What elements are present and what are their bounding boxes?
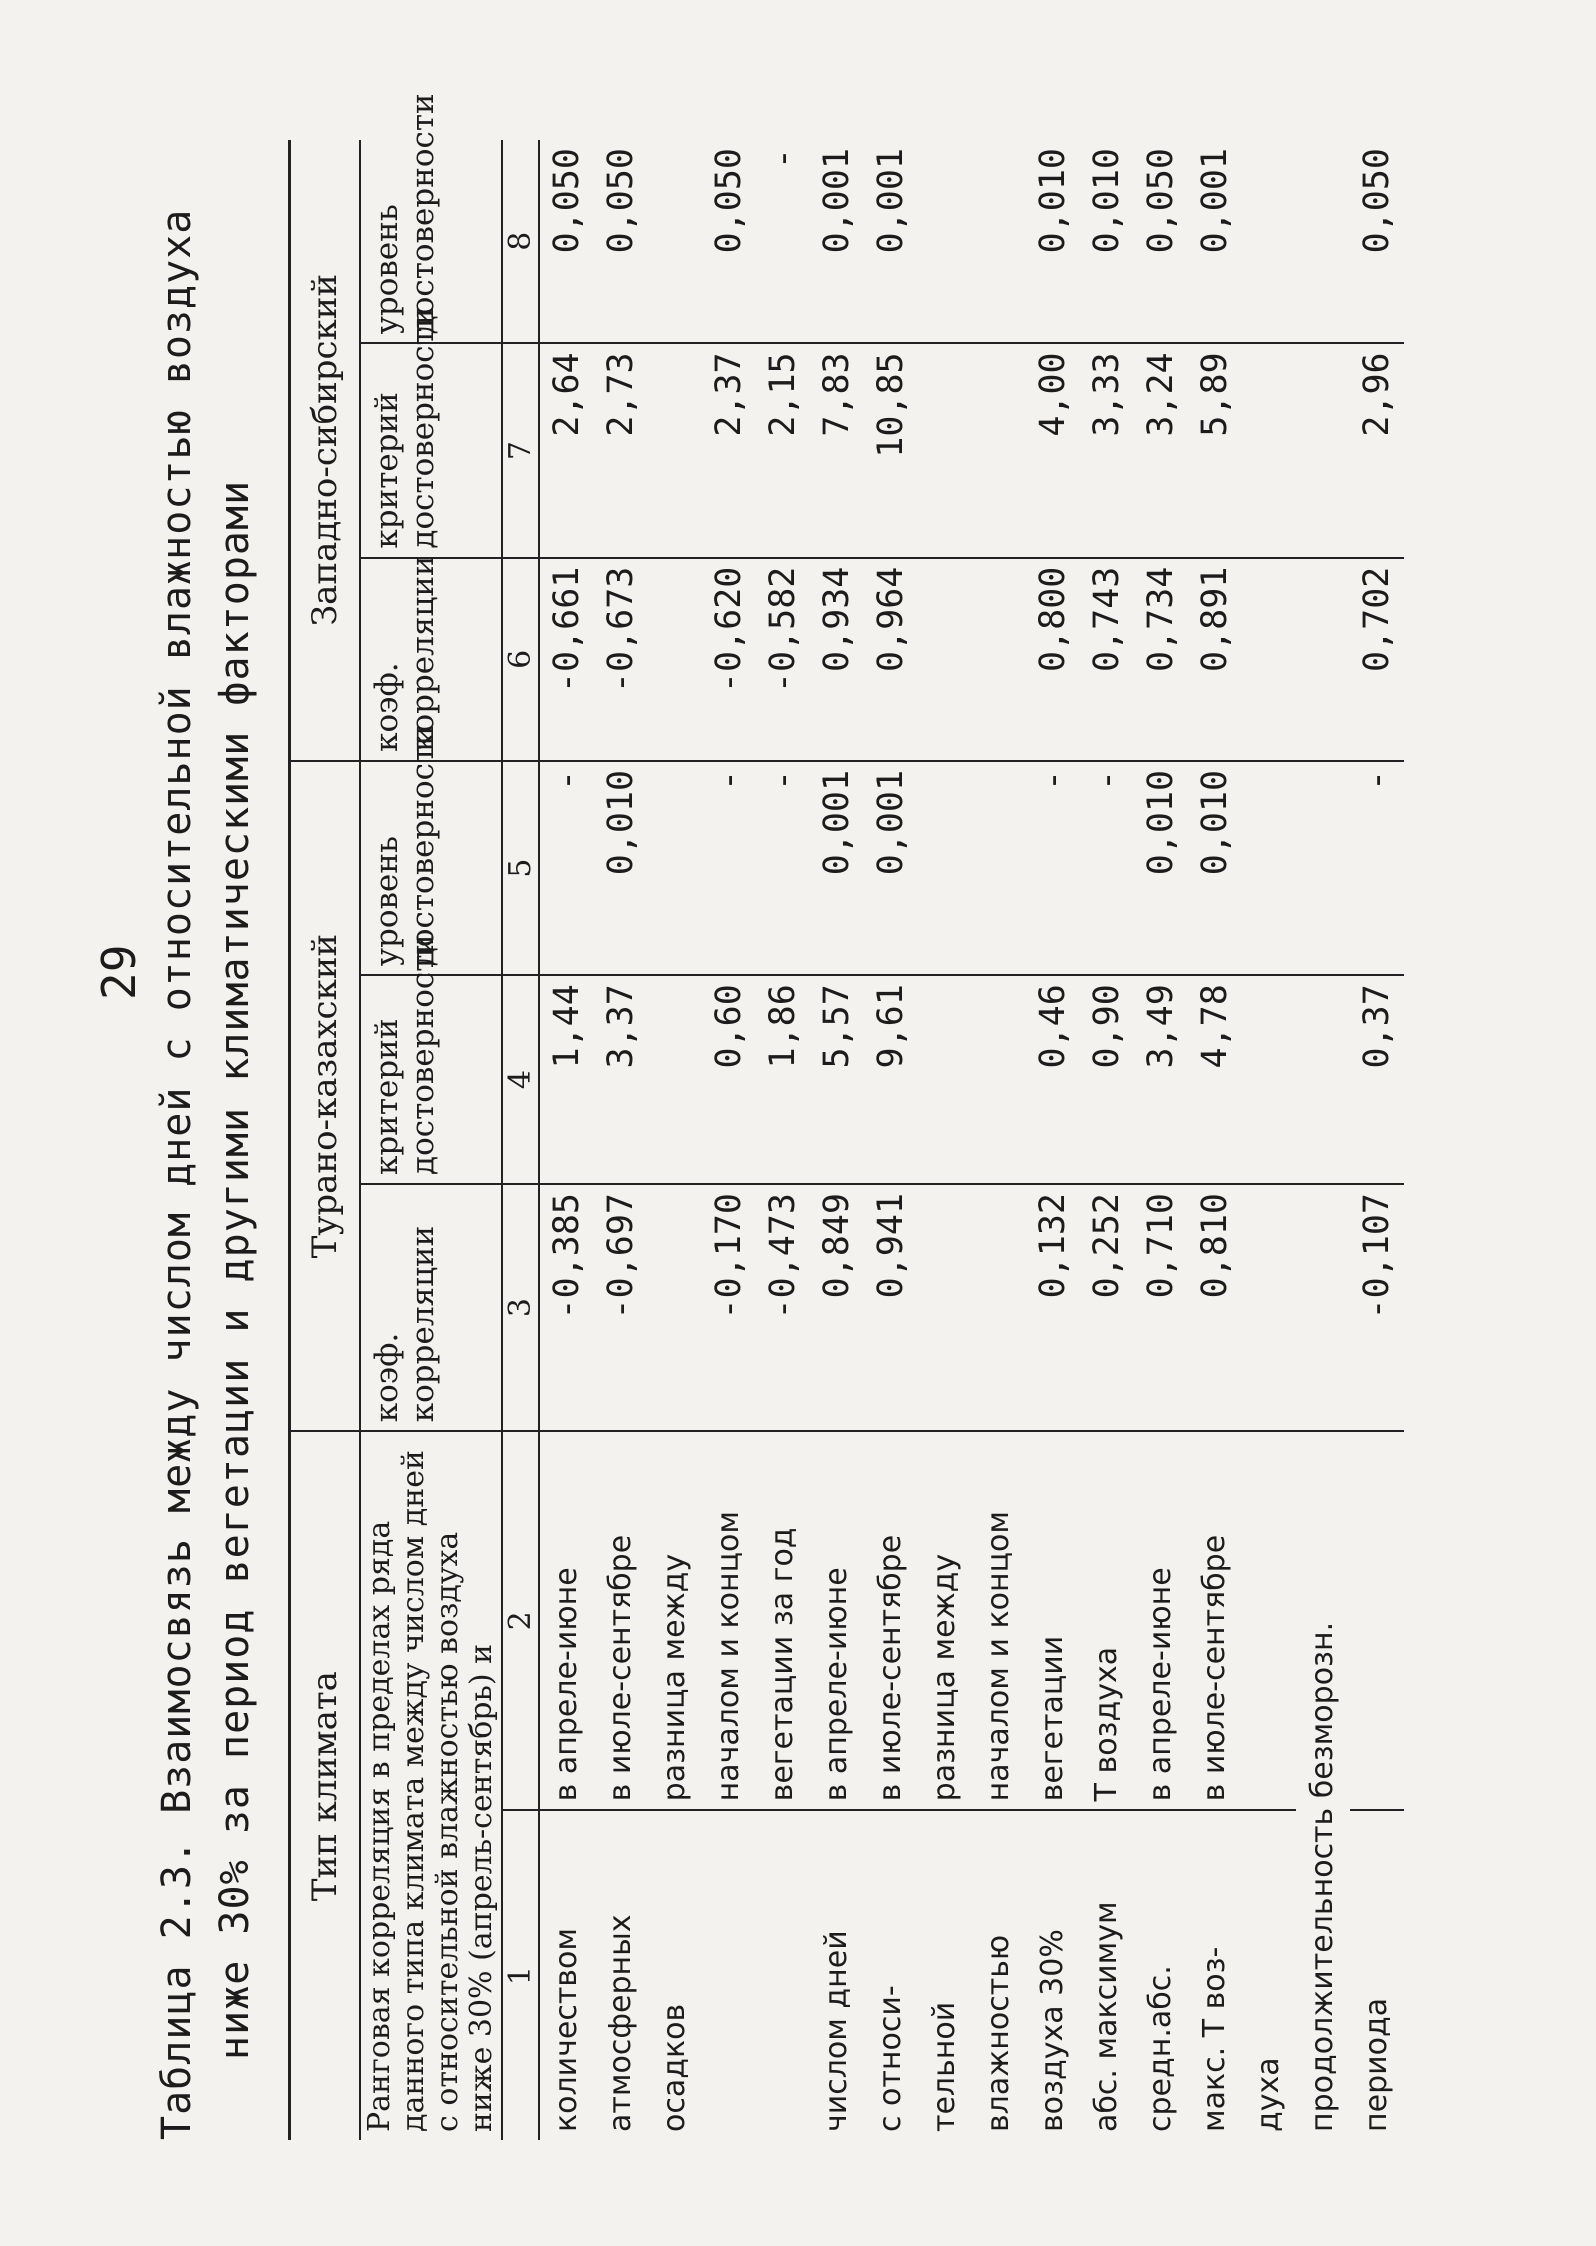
table-row	[756, 140, 810, 2140]
table-cell: в апреле-июне	[539, 1431, 594, 1810]
table-cell: 0,743	[1080, 558, 1134, 761]
table-cell: 0,60	[702, 975, 756, 1184]
table-cell: -0,673	[594, 558, 648, 761]
table-cell: 0,010	[1188, 761, 1242, 975]
table-caption	[148, 114, 264, 2140]
table-cell	[1242, 1184, 1296, 1431]
table-row	[648, 140, 702, 2140]
table-cell: 3,37	[594, 975, 648, 1184]
header-crit-1: критерий достоверности	[360, 975, 502, 1184]
table-cell: 2,37	[702, 343, 756, 557]
table-cell: 10,85	[864, 343, 918, 557]
table-cell	[972, 761, 1026, 975]
table-cell	[972, 975, 1026, 1184]
header-coef-2: коэф. корреляции	[360, 558, 502, 761]
table-cell: 0,964	[864, 558, 918, 761]
table-cell: -	[756, 140, 810, 343]
table-cell: количеством	[549, 1928, 584, 2132]
table-cell: 0,891	[1188, 558, 1242, 761]
table-cell	[1296, 1184, 1350, 1431]
table-cell: продолжительность безморозн.	[1305, 1621, 1340, 2132]
table-cell: -	[1350, 761, 1404, 975]
header-description: Ранговая корреляция в пределах ряда данного типа климата между числом дней с относительной влажностью воздуха ниже 30% (апрель-сентябрь) и	[360, 1431, 502, 2140]
table-cell: 0,050	[1134, 140, 1188, 343]
table-cell: 0,050	[1350, 140, 1404, 343]
table-cell: атмосферных	[603, 1914, 638, 2132]
table-cell: -0,473	[756, 1184, 810, 1431]
table-row	[1134, 140, 1188, 2140]
table-cell: 0,132	[1026, 1184, 1080, 1431]
table-cell: 2,64	[539, 343, 594, 557]
caption-line-1: Таблица 2.3. Взаимосвязь между числом дней с относительной влажностью воздуха	[154, 208, 200, 2140]
table-cell	[918, 558, 972, 761]
table-cell: в июле-сентябре	[1188, 1431, 1242, 1810]
table-cell: 0,010	[1080, 140, 1134, 343]
table-cell: 0,734	[1134, 558, 1188, 761]
table-cell: 0,90	[1080, 975, 1134, 1184]
table-cell	[1296, 343, 1350, 557]
table-cell: абс. максимум	[1089, 1901, 1124, 2132]
table-cell: 0,001	[864, 761, 918, 975]
col-number: 3	[502, 1184, 539, 1431]
table-cell	[918, 975, 972, 1184]
table-cell	[648, 761, 702, 975]
table-cell	[1296, 558, 1350, 761]
table-cell: 3,33	[1080, 343, 1134, 557]
table-row	[1350, 140, 1404, 2140]
table-cell: 2,96	[1350, 343, 1404, 557]
table-cell	[972, 1184, 1026, 1431]
table-cell	[1242, 558, 1296, 761]
table-cell: -0,620	[702, 558, 756, 761]
table-cell: в апреле-июне	[1134, 1431, 1188, 1810]
table-cell: -0,661	[539, 558, 594, 761]
table-cell: 0,001	[810, 140, 864, 343]
table-cell: 0,941	[864, 1184, 918, 1431]
table-body	[539, 140, 1404, 2140]
table-cell	[1296, 761, 1350, 975]
header-crit-2: критерий достоверности	[360, 343, 502, 557]
table-cell: 0,050	[702, 140, 756, 343]
table-cell	[1350, 1431, 1404, 1810]
table-cell: воздуха 30%	[1035, 1929, 1070, 2132]
table-cell	[918, 140, 972, 343]
table-cell: 4,00	[1026, 343, 1080, 557]
table-cell: разница между	[918, 1431, 972, 1810]
table-cell: началом и концом	[702, 1431, 756, 1810]
table-cell: 1,44	[539, 975, 594, 1184]
header-coef-1: коэф. корреляции	[360, 1184, 502, 1431]
table-cell: 0,010	[1134, 761, 1188, 975]
table-cell: 0,702	[1350, 558, 1404, 761]
table-row	[918, 140, 972, 2140]
table-cell: 1,86	[756, 975, 810, 1184]
table-cell: периода	[1359, 1997, 1394, 2132]
table-cell: 0,934	[810, 558, 864, 761]
table-row	[1188, 140, 1242, 2140]
table-cell: в апреле-июне	[810, 1431, 864, 1810]
table-cell	[1242, 343, 1296, 557]
table-cell: 0,050	[594, 140, 648, 343]
table-cell: 0,010	[1026, 140, 1080, 343]
col-number: 8	[502, 140, 539, 343]
table-cell: 0,810	[1188, 1184, 1242, 1431]
table-cell: 0,252	[1080, 1184, 1134, 1431]
table-cell	[648, 1184, 702, 1431]
table-cell: -0,697	[594, 1184, 648, 1431]
table-cell: осадков	[657, 2003, 692, 2132]
header-group-turan-kazakh: Турано-казахский	[290, 761, 361, 1431]
table-cell	[648, 558, 702, 761]
table-cell: 0,001	[864, 140, 918, 343]
table-row	[972, 140, 1026, 2140]
table-cell: -0,107	[1350, 1184, 1404, 1431]
table-cell: 0,010	[594, 761, 648, 975]
table-cell	[1242, 1431, 1296, 1810]
table-row	[810, 140, 864, 2140]
table-cell: с относи-	[873, 1985, 908, 2132]
table-cell	[972, 558, 1026, 761]
table-cell	[972, 140, 1026, 343]
table-cell: тельной	[927, 2001, 962, 2132]
table-cell: 5,89	[1188, 343, 1242, 557]
header-group-west-siberian: Западно-сибирский	[290, 140, 361, 761]
col-number: 4	[502, 975, 539, 1184]
table-cell: 0,710	[1134, 1184, 1188, 1431]
table-cell: Т воздуха	[1080, 1431, 1134, 1810]
table-row	[594, 140, 648, 2140]
table-row	[864, 140, 918, 2140]
table-cell	[918, 1184, 972, 1431]
table-cell: 0,001	[810, 761, 864, 975]
table-cell: 0,800	[1026, 558, 1080, 761]
table-row	[539, 140, 594, 2140]
correlation-table	[288, 93, 1404, 2140]
table-cell: 0,37	[1350, 975, 1404, 1184]
table-cell: в июле-сентябре	[864, 1431, 918, 1810]
col-number: 1	[502, 1810, 539, 2140]
table-cell: -	[539, 761, 594, 975]
col-number: 7	[502, 343, 539, 557]
table-cell: в июле-сентябре	[594, 1431, 648, 1810]
table-row	[1080, 140, 1134, 2140]
table-cell	[1296, 140, 1350, 343]
table-cell: 5,57	[810, 975, 864, 1184]
table-cell	[918, 761, 972, 975]
table-cell	[1242, 761, 1296, 975]
table-cell: вегетации	[1026, 1431, 1080, 1810]
table-row	[1242, 140, 1296, 2140]
table-cell	[756, 1810, 810, 2140]
table-cell: -0,582	[756, 558, 810, 761]
table-cell: числом дней	[819, 1930, 854, 2132]
table-cell: 0,849	[810, 1184, 864, 1431]
header-climate-type: Тип климата	[290, 1431, 361, 2140]
table-cell: 0,46	[1026, 975, 1080, 1184]
header-level-1: уровень достоверности	[360, 761, 502, 975]
table-cell: влажностью	[981, 1934, 1016, 2132]
table-cell: средн.абс.	[1143, 1965, 1178, 2132]
col-number: 2	[502, 1431, 539, 1810]
table-cell: началом и концом	[972, 1431, 1026, 1810]
rotated-page	[130, 93, 1556, 2140]
table-cell	[648, 343, 702, 557]
page-number: 29	[92, 944, 146, 1000]
table-row	[1026, 140, 1080, 2140]
table-cell: макс. Т воз-	[1197, 1946, 1232, 2132]
table-cell	[1296, 975, 1350, 1184]
table-cell	[972, 343, 1026, 557]
table-cell: 2,15	[756, 343, 810, 557]
header-level-2: уровень достоверности	[360, 140, 502, 343]
col-number: 5	[502, 761, 539, 975]
table-cell	[1242, 975, 1296, 1184]
table-cell: -	[702, 761, 756, 975]
col-number: 6	[502, 558, 539, 761]
table-cell: -0,385	[539, 1184, 594, 1431]
table-cell: -	[1080, 761, 1134, 975]
table-row	[702, 140, 756, 2140]
table-cell: 7,83	[810, 343, 864, 557]
table-row	[1296, 140, 1350, 2140]
table-cell: 3,24	[1134, 343, 1188, 557]
table-cell: духа	[1251, 2057, 1286, 2132]
table-cell: 0,050	[539, 140, 594, 343]
table-cell	[702, 1810, 756, 2140]
table-cell: 4,78	[1188, 975, 1242, 1184]
table-cell: вегетации за год	[756, 1431, 810, 1810]
table-cell: -0,170	[702, 1184, 756, 1431]
table-cell: 0,001	[1188, 140, 1242, 343]
table-cell: -	[1026, 761, 1080, 975]
table-cell	[648, 140, 702, 343]
caption-line-2: ниже 30% за период вегетации и другими климатическими факторами	[212, 479, 258, 2060]
table-cell: разница между	[648, 1431, 702, 1810]
table-cell	[648, 975, 702, 1184]
table-cell: 2,73	[594, 343, 648, 557]
table-cell	[1242, 140, 1296, 343]
table-cell: 9,61	[864, 975, 918, 1184]
table-cell: 3,49	[1134, 975, 1188, 1184]
table-cell	[918, 343, 972, 557]
table-cell: -	[756, 761, 810, 975]
